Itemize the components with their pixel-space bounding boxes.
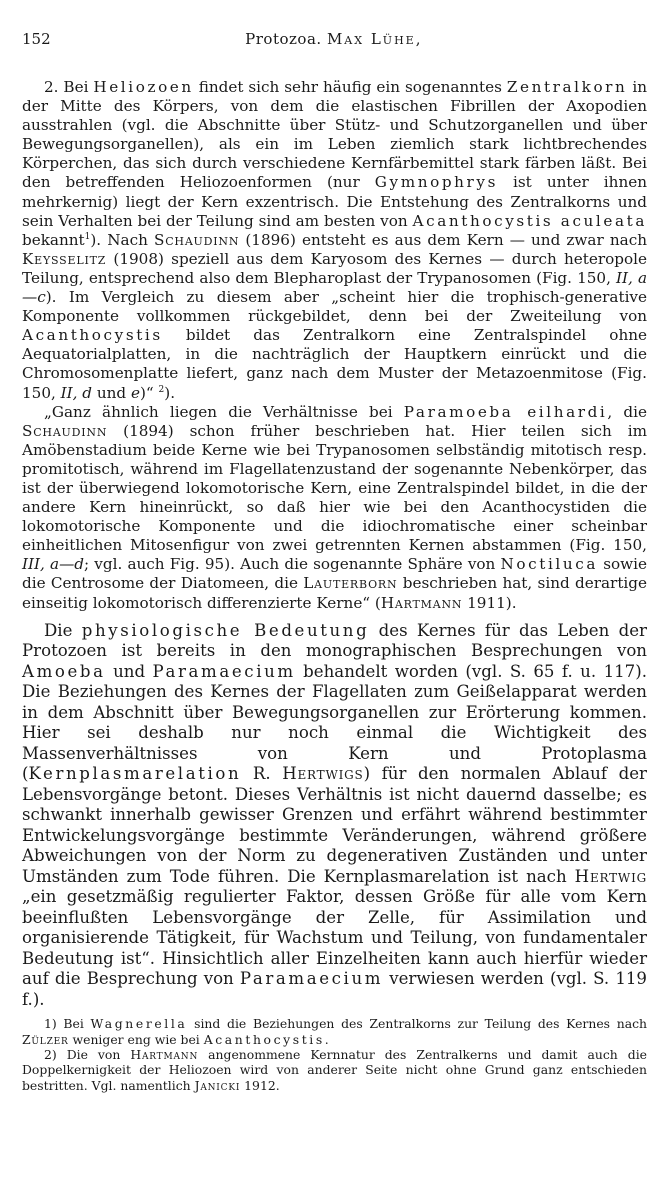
author-ref: Schaudinn: [22, 421, 108, 440]
text: und: [92, 383, 131, 402]
text: verwiesen werden (vgl. S. 119 f.).: [22, 969, 647, 1009]
text: ). Im Vergleich zu diesem aber „scheint hier die trophisch-generative Komponente vollkommen rückgebildet, denn bei der Zweiteilung von: [22, 288, 647, 326]
running-header: [22, 30, 647, 48]
text: 1912.: [240, 1077, 280, 1093]
text: ) für den normalen Ablauf der Lebensvorgänge betont. Dieses Verhältnis ist nicht dauernd dasselbe; es schwankt innerhalb gewisser Grenzen und erfährt während bestimmter Entwickelungsvorgänge bestimmte Veränderungen, während größere Abweichungen von der Norm zu degenerativen Zuständen und unter Umständen zum Tode führen. Die Kernplasmarelation ist nach: [22, 764, 647, 886]
text: .: [324, 1031, 329, 1047]
paragraph-physiologische-bedeutung: [22, 621, 647, 1011]
text: ; vgl. auch Fig. 95). Auch die sogenannte Sphäre von: [83, 555, 501, 574]
author-ref: Keysselitz: [22, 249, 107, 268]
text: , die: [607, 402, 647, 421]
term: Kernplasmarelation: [28, 764, 242, 784]
text: bildet das Zentralkorn eine Zentralspindel ohne Aequatorialplatten, in die nachträglich der Hauptkern einrückt und die Chromosomenplatte liefert, ganz nach dem Muster der Metazoenmitose (Fig. 150,: [22, 326, 647, 402]
taxon: Acanthocystis: [203, 1031, 325, 1047]
text: sowie die Centrosome der Diatomeen, die: [22, 555, 647, 593]
taxon: Amoeba: [22, 661, 106, 681]
author-ref: Hartmann: [380, 593, 463, 612]
text: „ein gesetzmäßig regulierter Faktor, dessen Größe für alle vom Kern beeinflußten Lebensvorgänge der Zelle, für Assimilation und organisierende Tätigkeit, für Wachstum und Teilung, von fundamentaler Bedeutung ist“. Hinsichtlich aller Einzelheiten kann auch hierfür wieder auf die Besprechung von: [22, 887, 647, 989]
taxon: Gymnophrys: [374, 173, 498, 192]
figure-ref: II, a—c: [22, 268, 647, 307]
text: beschrieben hat, sind derartige einseitig lokomotorisch differenzierte Kerne“ (: [22, 574, 647, 612]
footnote-ref: 1: [84, 231, 91, 242]
text: bekannt: [22, 230, 85, 249]
author-ref: Janicki: [194, 1077, 241, 1093]
text: sind die Beziehungen des Zentralkorns zur Teilung des Kernes nach: [187, 1016, 647, 1032]
running-title: [245, 30, 422, 48]
main-text-section: [22, 621, 647, 1011]
small-print-section: [22, 78, 647, 613]
text: in der Mitte des Körpers, von dem die elastischen Fibrillen der Axopodien ausstrahlen (vgl. die Abschnitte über Stütz- und Schutzorganellen und über Bewegungsorganellen), als ein im Leben ziemlich stark lichtbrechendes Körperchen, das sich durch verschiedene Kernfärbemittel stark färben läßt. Bei den betreffenden Heliozoenformen (nur: [22, 78, 648, 192]
text: (1908) speziell aus dem Karyosom des Kernes — durch heteropole Teilung, entsprechend also dem Blepharoplast der Trypanosomen (Fig. 150,: [22, 249, 647, 287]
text: weniger eng wie bei: [68, 1031, 204, 1047]
footnote-2: [22, 1047, 647, 1093]
text: 1911).: [462, 593, 517, 612]
figure-ref: II, d: [60, 383, 93, 402]
author-ref: Hertwig: [574, 866, 647, 886]
text: (1896) entsteht es aus dem Kern — und zwar nach: [239, 230, 647, 249]
text: ist unter ihnen mehrkernig) liegt der Kern exzentrisch. Die Entstehung des Zentralkorns und sein Verhalten bei der Teilung sind am besten von: [22, 173, 647, 230]
author-ref: Hertwigs: [282, 764, 364, 784]
taxon: Paramaecium: [152, 661, 296, 681]
text: „Ganz ähnlich liegen die Verhältnisse bei: [44, 402, 404, 421]
footnotes: [22, 1016, 647, 1093]
taxon: Acanthocystis aculeata: [412, 211, 647, 230]
section-title: Protozoa.: [245, 30, 322, 48]
author-ref: Lauterborn: [303, 574, 398, 593]
text: Die: [44, 620, 82, 640]
taxon: Noctiluca: [500, 555, 599, 574]
taxon: Paramaecium: [239, 969, 384, 989]
taxon: Wagnerella: [90, 1016, 188, 1032]
text: und: [105, 661, 153, 681]
text: 1) Bei: [44, 1016, 91, 1032]
figure-ref: e: [131, 383, 140, 402]
text: (1894) schon früher beschrieben hat. Hier teilen sich im Amöbenstadium beide Kerne wie bei Trypanosomen selbständig mitotisch resp. promitotisch, während im Flagellatenzustand der sogenannte Nebenkörper, das ist der überwiegend lokomotorische Kern, eine Zentralspindel bildet, in die der andere Kern hineinrückt, so daß hier wie bei den Acanthocystiden die lokomotorische Komponente und die idiochromatische einer scheinbar einheitlichen Mitosenfigur von zwei getrennten Kernen abstammen (Fig. 150,: [22, 421, 647, 555]
page: [22, 30, 647, 1093]
taxon: Heliozoen: [93, 78, 194, 96]
footnote-1: [22, 1016, 647, 1047]
text: angenommene Kernnatur des Zentralkerns und damit auch die Doppelkernigkeit der Heliozoen wird von anderer Seite nicht ohne Grund ganz entschieden bestritten. Vgl. namentlich: [22, 1046, 648, 1093]
text: des Kernes für das Leben der Protozoen ist bereits in den monographischen Besprechungen von: [22, 620, 647, 661]
text: ).: [164, 383, 176, 402]
text: behandelt worden (vgl. S. 65 f. u. 117). Die Beziehungen des Kernes der Flagellaten zum Geißelapparat werden in dem Abschnitt über Bewegungsorganellen zur Erörterung kommen. Hier sei deshalb nur noch einmal die Wichtigkeit des Massenverhältnisses von Kern und Protoplasma (: [22, 661, 647, 784]
footnote-ref: 2: [158, 384, 165, 395]
paragraph-heliozoen: [22, 78, 647, 403]
paragraph-paramoeba: [22, 403, 647, 613]
author-name: Max Lühe,: [326, 30, 423, 48]
text: ). Nach: [90, 230, 154, 249]
text: 2) Die von: [44, 1046, 131, 1062]
author-ref: Schaudinn: [154, 230, 240, 249]
author-ref: Zülzer: [22, 1031, 69, 1047]
text: findet sich sehr häufig ein sogenanntes: [193, 78, 507, 96]
term: Zentralkorn: [506, 78, 628, 96]
term: physiologische Bedeutung: [81, 620, 370, 640]
taxon: Paramoeba eilhardi: [403, 402, 608, 421]
text: R.: [241, 764, 283, 784]
figure-ref: III, a—d: [22, 555, 84, 574]
taxon: Acanthocystis: [22, 326, 163, 345]
text: )“: [140, 383, 159, 402]
text: 2. Bei: [44, 78, 94, 96]
page-number: 152: [22, 30, 51, 48]
author-ref: Hartmann: [130, 1046, 199, 1062]
